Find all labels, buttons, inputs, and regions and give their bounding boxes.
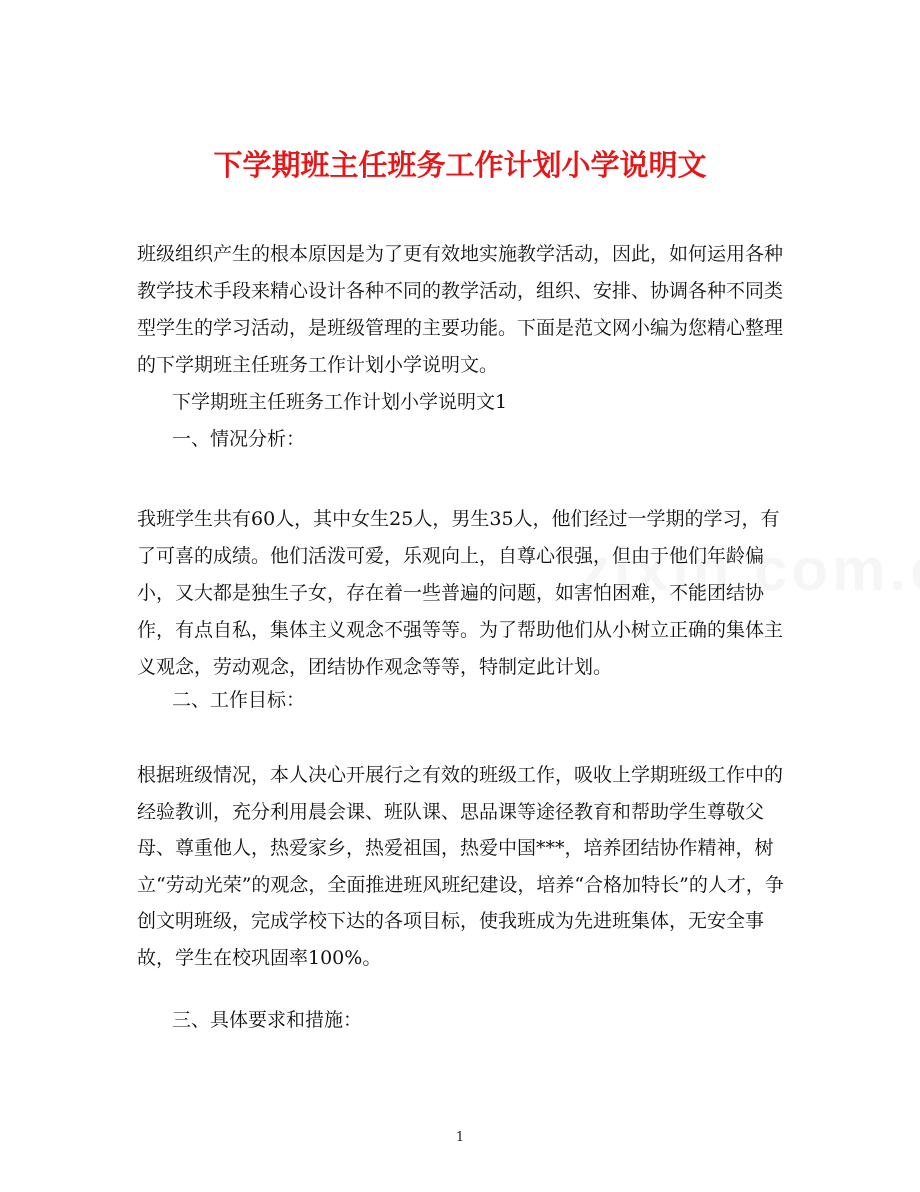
section3-heading: 三、具体要求和措施： [172,1009,363,1031]
subtitle: 下学期班主任班务工作计划小学说明文1 [172,391,508,413]
intro-paragraph: 班级组织产生的根本原因是为了更有效地实施教学活动，因此，如何运用各种教学技术手段来精心设计各种不同的教学活动，组织、安排、协调各种不同类型学生的学习活动，是班级管理的主要功能。下面是范文网小编为您精心整理的下学期班主任班务工作计划小学说明文。 [137,243,784,376]
section1-heading: 一、情况分析： [172,428,306,450]
section1-body: 我班学生共有60人，其中女生25人，男生35人，他们经过一学期的学习，有了可喜的成绩。他们活泼可爱，乐观向上，自尊心很强，但由于他们年龄偏小，又大都是独生子女，存在着一些普遍的问题，如害怕困难，不能团结协作，有点自私，集体主义观念不强等等。为了帮助他们从小树立正确的集体主义观念，劳动观念，团结协作观念等等，特制定此计划。 [137,508,784,678]
section2-heading: 二、工作目标： [172,689,306,711]
page-number: 1 [455,1130,465,1145]
document-title: 下学期班主任班务工作计划小学说明文 [213,148,707,183]
section2-body: 根据班级情况，本人决心开展行之有效的班级工作，吸收上学期班级工作中的经验教训，充分利用晨会课、班队课、思品课等途径教育和帮助学生尊敬父母、尊重他人，热爱家乡，热爱祖国，热爱中国***，培养团结协作精神，树立“劳动光荣”的观念，全面推进班风班纪建设，培养“合格加特长”的人才，争创文明班级，完成学校下达的各项目标，使我班成为先进班集体，无安全事故，学生在校巩固率100%。 [137,764,784,969]
